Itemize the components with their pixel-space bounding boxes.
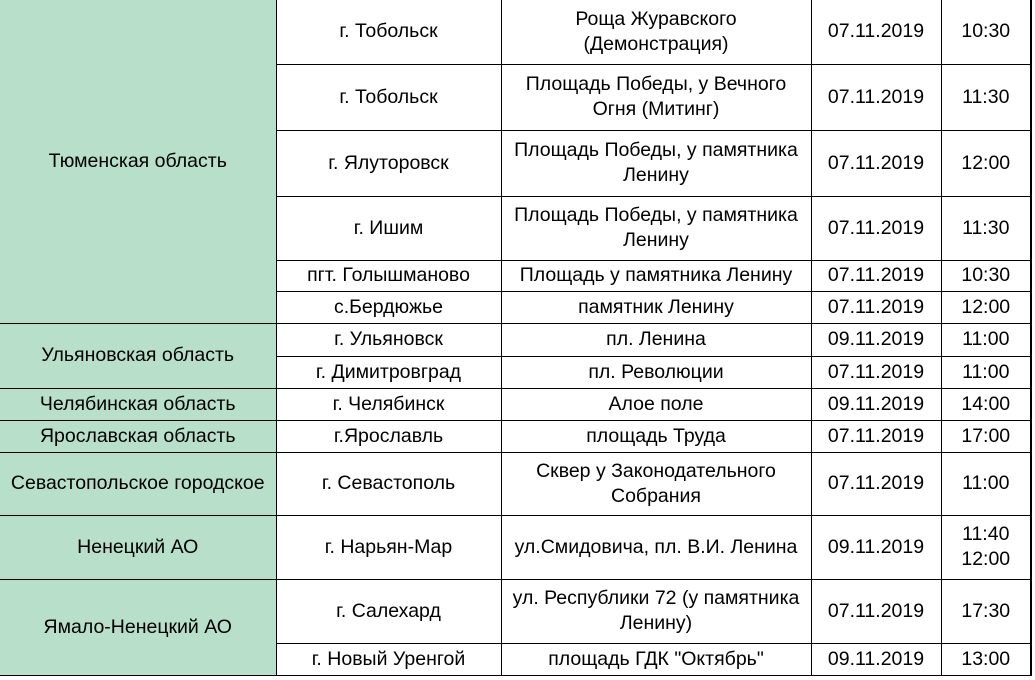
place-cell: [501, 323, 811, 356]
table-row: [0, 323, 1031, 356]
city-cell: г. Тобольск: [276, 64, 501, 130]
date-cell: 09.11.2019: [811, 388, 941, 420]
table-row: [0, 420, 1031, 452]
place-cell: [501, 515, 811, 579]
time-cell: [941, 196, 1031, 260]
time-cell: [941, 0, 1031, 64]
time-cell: [941, 420, 1031, 452]
city-cell: г. Ялуторовск: [276, 130, 501, 196]
date-cell: 09.11.2019: [811, 515, 941, 579]
date-cell: 07.11.2019: [811, 64, 941, 130]
time-cell: [941, 643, 1031, 675]
city-cell: г. Салехард: [276, 579, 501, 643]
place-cell: [501, 579, 811, 643]
place-line: (Демонстрация): [583, 32, 729, 55]
time-line: 10:30: [961, 264, 1011, 286]
date-cell: 07.11.2019: [811, 0, 941, 64]
place-line: площадь Труда: [586, 424, 726, 447]
city-cell: пгт. Голышманово: [276, 260, 501, 291]
time-line: 11:00: [962, 472, 1010, 494]
time-line: 11:40: [962, 523, 1010, 545]
time-cell: [941, 130, 1031, 196]
place-cell: [501, 388, 811, 420]
place-line: Площадь Победы, у памятника: [514, 204, 798, 226]
place-cell: [501, 64, 811, 130]
city-cell: с.Бердюжье: [276, 291, 501, 323]
region-cell: Ульяновская область: [0, 323, 276, 388]
time-line: 11:00: [962, 360, 1010, 383]
place-cell: [501, 356, 811, 388]
place-line: ул.Смидовича, пл. В.И. Ленина: [514, 535, 798, 558]
city-cell: г. Ишим: [276, 196, 501, 260]
region-cell: Ямало-Ненецкий АО: [0, 579, 276, 675]
time-cell: [941, 388, 1031, 420]
place-line: площадь ГДК "Октябрь": [548, 647, 764, 670]
time-line: 11:30: [962, 216, 1010, 239]
place-cell: [501, 0, 811, 64]
region-cell: Челябинская область: [0, 388, 276, 420]
time-cell: [941, 356, 1031, 388]
region-cell: Ярославская область: [0, 420, 276, 452]
time-cell: [941, 260, 1031, 291]
place-cell: [501, 130, 811, 196]
place-line: Ленину): [619, 612, 693, 634]
place-line: Роща Журавского: [575, 7, 737, 30]
table-row: [0, 515, 1031, 579]
place-cell: [501, 420, 811, 452]
time-cell: [941, 515, 1031, 579]
city-cell: г. Ульяновск: [276, 323, 501, 356]
place-line: памятник Ленину: [578, 295, 734, 318]
place-line: Площадь Победы, у Вечного: [525, 73, 787, 95]
date-cell: 07.11.2019: [811, 452, 941, 515]
city-cell: г. Новый Уренгой: [276, 643, 501, 675]
date-cell: 07.11.2019: [811, 130, 941, 196]
time-line: 11:30: [962, 85, 1010, 108]
time-line: 17:30: [961, 599, 1011, 622]
place-line: Сквер у Законодательного: [536, 459, 776, 482]
city-cell: г. Димитровград: [276, 356, 501, 388]
region-cell: Тюменская область: [0, 0, 276, 323]
time-cell: [941, 64, 1031, 130]
time-line: 12:00: [961, 295, 1011, 318]
date-cell: 07.11.2019: [811, 420, 941, 452]
city-cell: г.Ярославль: [276, 420, 501, 452]
date-cell: 09.11.2019: [811, 323, 941, 356]
table-row: [0, 452, 1031, 515]
date-cell: 07.11.2019: [811, 260, 941, 291]
city-cell: г. Нарьян-Мар: [276, 515, 501, 579]
place-cell: [501, 196, 811, 260]
time-cell: [941, 323, 1031, 356]
place-line: Собрания: [610, 484, 701, 507]
place-line: Площадь у памятника Ленину: [519, 264, 793, 286]
table-row: [0, 579, 1031, 643]
place-line: Ленину: [623, 164, 689, 186]
time-line: 10:30: [961, 20, 1011, 43]
table-row: [0, 388, 1031, 420]
place-line: Ленину: [623, 229, 689, 251]
time-cell: [941, 452, 1031, 515]
date-cell: 09.11.2019: [811, 643, 941, 675]
date-cell: 07.11.2019: [811, 579, 941, 643]
place-line: Площадь Победы, у памятника: [514, 139, 798, 161]
place-cell: [501, 260, 811, 291]
place-line: пл. Ленина: [606, 328, 706, 350]
city-cell: г. Челябинск: [276, 388, 501, 420]
place-line: Огня (Митинг): [592, 98, 720, 120]
region-cell: Севастопольское городское: [0, 452, 276, 515]
time-cell: [941, 579, 1031, 643]
place-line: Алое поле: [608, 392, 704, 415]
time-line: 11:00: [962, 328, 1010, 350]
table-row: [0, 0, 1031, 64]
time-line: 17:00: [961, 424, 1011, 447]
date-cell: 07.11.2019: [811, 356, 941, 388]
place-cell: [501, 452, 811, 515]
place-cell: [501, 643, 811, 675]
time-line: 13:00: [961, 647, 1011, 670]
time-cell: [941, 291, 1031, 323]
city-cell: г. Тобольск: [276, 0, 501, 64]
date-cell: 07.11.2019: [811, 291, 941, 323]
time-line: 12:00: [961, 548, 1011, 570]
place-cell: [501, 291, 811, 323]
time-line: 14:00: [961, 392, 1011, 415]
date-cell: 07.11.2019: [811, 196, 941, 260]
city-cell: г. Севастополь: [276, 452, 501, 515]
place-line: ул. Республики 72 (у памятника: [512, 587, 800, 609]
region-cell: Ненецкий АО: [0, 515, 276, 579]
time-line: 12:00: [961, 151, 1011, 174]
place-line: пл. Революции: [588, 360, 724, 383]
